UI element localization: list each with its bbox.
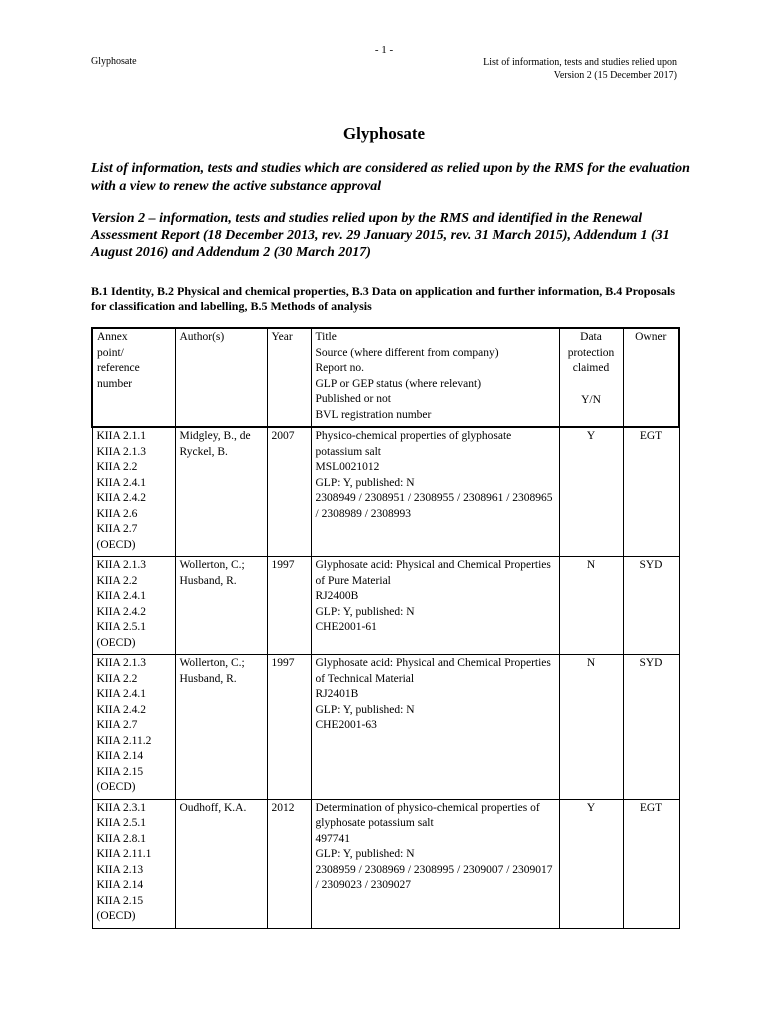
annex-ref: (OECD)	[96, 910, 136, 922]
annex-ref: KIIA 2.4.1	[96, 688, 147, 700]
table-row	[92, 799, 679, 928]
header-protection-yn: Y/N	[581, 393, 601, 406]
header-annex-line: reference	[97, 362, 140, 374]
report-number: RJ2401B	[315, 688, 359, 700]
annex-ref: (OECD)	[96, 781, 136, 793]
cell-title	[311, 557, 559, 655]
header-title	[311, 328, 559, 427]
bvl-number: 2308959 / 2308969 / 2308995 / 2309007 / 2309017 / 2309023 / 2309027	[315, 863, 553, 891]
annex-ref: KIIA 2.1.3	[96, 559, 147, 571]
table-row	[92, 557, 679, 655]
cell-owner: EGT	[623, 799, 679, 928]
study-title: Determination of physico-chemical properties of glyphosate potassium salt	[315, 801, 540, 829]
annex-ref: KIIA 2.6	[96, 507, 138, 520]
document-subtitle: List of information, tests and studies which are considered as relied upon by the RMS for the evaluation with a view to renew the active substance approval	[91, 161, 690, 194]
glp-status: GLP: Y, published: N	[315, 605, 415, 618]
annex-ref: KIIA 2.4.1	[96, 476, 147, 489]
running-header-left: Glyphosate	[91, 56, 137, 67]
cell-protection: Y	[559, 799, 623, 928]
annex-ref: (OECD)	[96, 636, 136, 649]
studies-table	[91, 327, 680, 929]
table-row	[92, 655, 679, 800]
version-statement: Version 2 – information, tests and studies relied upon by the RMS and identified in the Renewal Assessment Report (18 December 2013, rev. 29 January 2015, rev. 31 March 2015), Addendum 1 (31 August 2016) and Addendum 2 (30 March 2017)	[91, 211, 670, 260]
report-number: RJ2400B	[315, 590, 359, 602]
running-header-right	[483, 56, 677, 82]
table-header-row	[92, 328, 679, 427]
cell-annex	[92, 799, 175, 928]
annex-ref: KIIA 2.7	[96, 523, 138, 535]
cell-year: 2007	[267, 427, 311, 557]
cell-annex	[92, 557, 175, 655]
header-annex	[92, 328, 175, 427]
annex-ref: KIIA 2.14	[96, 750, 144, 762]
header-title-line: Source (where different from company)	[315, 346, 499, 359]
report-number: 497741	[315, 832, 350, 845]
annex-ref: KIIA 2.15	[96, 894, 144, 907]
study-title: Glyphosate acid: Physical and Chemical Properties of Pure Material	[315, 559, 551, 587]
cell-protection: N	[559, 557, 623, 655]
cell-author: Midgley, B., de Ryckel, B.	[175, 427, 267, 557]
cell-owner: EGT	[623, 427, 679, 557]
annex-ref: KIIA 2.4.2	[96, 605, 147, 618]
annex-ref: KIIA 2.8.1	[96, 832, 147, 845]
header-author: Author(s)	[175, 328, 267, 427]
table-row	[92, 427, 679, 557]
annex-ref: KIIA 2.2	[96, 574, 138, 587]
cell-author: Oudhoff, K.A.	[175, 799, 267, 928]
annex-ref: KIIA 2.2	[96, 672, 138, 685]
document-title: Glyphosate	[342, 124, 426, 143]
page-number: - 1 -	[374, 44, 394, 56]
study-title: Physico-chemical properties of glyphosate potassium salt	[315, 430, 512, 458]
header-title-line: Title	[315, 331, 337, 343]
annex-ref: KIIA 2.11.2	[96, 734, 152, 747]
cell-title	[311, 427, 559, 557]
cell-title	[311, 799, 559, 928]
bvl-number: 2308949 / 2308951 / 2308955 / 2308961 / 2308965 / 2308989 / 2308993	[315, 492, 553, 520]
annex-ref: (OECD)	[96, 538, 136, 551]
cell-author: Wollerton, C.; Husband, R.	[175, 557, 267, 655]
annex-ref: KIIA 2.1.1	[96, 430, 147, 442]
annex-ref: KIIA 2.4.2	[96, 492, 147, 504]
bvl-number: CHE2001-61	[315, 621, 377, 633]
cell-year: 2012	[267, 799, 311, 928]
header-protection-line: claimed	[572, 362, 610, 374]
header-title-line: GLP or GEP status (where relevant)	[315, 377, 482, 390]
cell-title	[311, 655, 559, 800]
cell-protection: Y	[559, 427, 623, 557]
cell-annex	[92, 655, 175, 800]
cell-protection: N	[559, 655, 623, 800]
report-number: MSL0021012	[315, 461, 380, 473]
glp-status: GLP: Y, published: N	[315, 848, 415, 860]
annex-ref: KIIA 2.5.1	[96, 621, 147, 633]
annex-ref: KIIA 2.14	[96, 879, 144, 891]
annex-ref: KIIA 2.1.3	[96, 445, 147, 458]
running-header-right-line1: List of information, tests and studies relied upon	[483, 57, 677, 68]
annex-ref: KIIA 2.5.1	[96, 817, 147, 829]
annex-ref: KIIA 2.4.1	[96, 590, 147, 602]
header-protection-line: Data	[580, 331, 602, 343]
annex-ref: KIIA 2.7	[96, 719, 138, 731]
header-protection-line: protection	[567, 346, 615, 359]
cell-annex	[92, 427, 175, 557]
header-title-line: Report no.	[315, 362, 365, 374]
annex-ref: KIIA 2.4.2	[96, 703, 147, 716]
cell-year: 1997	[267, 655, 311, 800]
annex-ref: KIIA 2.13	[96, 863, 144, 876]
header-year: Year	[267, 328, 311, 427]
glp-status: GLP: Y, published: N	[315, 476, 415, 489]
study-title: Glyphosate acid: Physical and Chemical Properties of Technical Material	[315, 657, 551, 685]
header-title-line: BVL registration number	[315, 408, 432, 421]
annex-ref: KIIA 2.15	[96, 765, 144, 778]
annex-ref: KIIA 2.1.3	[96, 657, 147, 669]
header-annex-line: point/	[97, 346, 124, 359]
glp-status: GLP: Y, published: N	[315, 703, 415, 716]
annex-ref: KIIA 2.11.1	[96, 848, 152, 860]
section-heading: B.1 Identity, B.2 Physical and chemical properties, B.3 Data on application and further information, B.4 Proposals for classification and labelling, B.5 Methods of analysis	[91, 284, 676, 313]
cell-year: 1997	[267, 557, 311, 655]
header-data-protection	[559, 328, 623, 427]
header-annex-line: number	[97, 377, 133, 390]
cell-author: Wollerton, C.; Husband, R.	[175, 655, 267, 800]
cell-owner: SYD	[623, 557, 679, 655]
running-header-right-line2: Version 2 (15 December 2017)	[553, 70, 677, 81]
bvl-number: CHE2001-63	[315, 719, 377, 731]
header-title-line: Published or not	[315, 393, 391, 405]
header-owner: Owner	[623, 328, 679, 427]
cell-owner: SYD	[623, 655, 679, 800]
header-annex-line: Annex	[97, 331, 128, 343]
annex-ref: KIIA 2.3.1	[96, 801, 147, 814]
annex-ref: KIIA 2.2	[96, 461, 138, 473]
